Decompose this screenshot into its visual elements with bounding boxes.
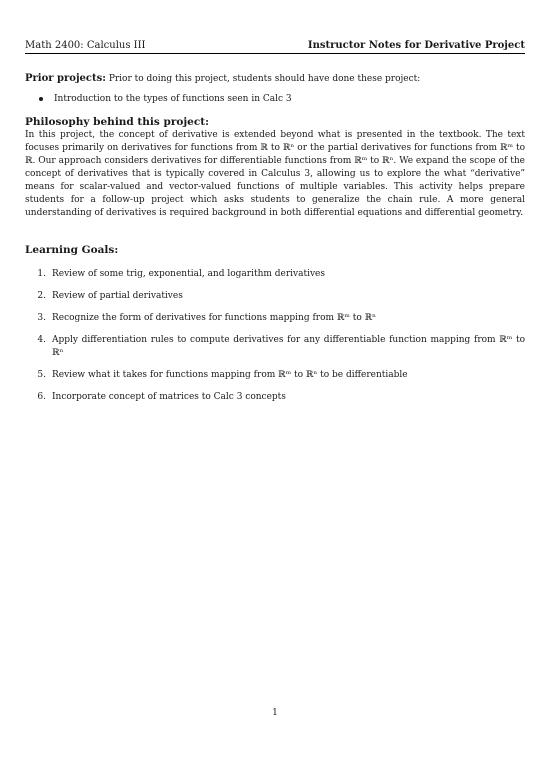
prior-projects-label: Prior projects: bbox=[25, 73, 106, 84]
list-item: 5. Review what it takes for functions mapping from ℝᵐ to ℝⁿ to be differentiable bbox=[37, 370, 408, 380]
list-item: 6. Incorporate concept of matrices to Calc 3 concepts bbox=[37, 392, 286, 402]
document-title: Instructor Notes for Derivative Project bbox=[307, 40, 525, 51]
philosophy-heading: Philosophy behind this project: bbox=[25, 116, 209, 128]
course-title: Math 2400: Calculus III bbox=[25, 40, 146, 51]
list-item: 4. Apply differentiation rules to compute derivatives for any differentiable function mapping from ℝᵐ to ℝⁿ bbox=[37, 335, 525, 358]
page-number: 1 bbox=[272, 708, 278, 718]
document-page bbox=[25, 40, 525, 413]
learning-goals-list bbox=[25, 268, 525, 404]
learning-goals-heading: Learning Goals: bbox=[25, 244, 119, 256]
list-item: 3. Recognize the form of derivatives for functions mapping from ℝᵐ to ℝⁿ bbox=[37, 313, 377, 323]
philosophy-paragraph: In this project, the concept of derivative is extended beyond what is presented in the textbook. The text focuses primarily on derivatives for functions from ℝ to ℝⁿ or the partial derivatives for functions from ℝᵐ to ℝ. Our approach considers derivatives for differentiable functions from ℝᵐ to ℝⁿ. We expand the scope of the concept of derivatives that is typically covered in Calculus 3, allowing us to explore the what “derivative” means for scalar-valued and vector-valued functions of multiple variables. This activity helps prepare students for a follow-up project which asks students to generalize the chain rule. A more general understanding of derivatives is required background in both differential equations and differential geometry. bbox=[25, 130, 525, 218]
prior-projects-text: Prior to doing this project, students should have done these project: bbox=[105, 74, 421, 84]
prior-projects-paragraph bbox=[25, 72, 525, 86]
list-item: 1. Review of some trig, exponential, and logarithm derivatives bbox=[37, 269, 326, 279]
list-item: 2. Review of partial derivatives bbox=[37, 291, 183, 301]
list-item: Introduction to the types of functions seen in Calc 3 bbox=[25, 93, 525, 106]
prior-projects-list bbox=[25, 93, 525, 106]
page-header bbox=[25, 40, 525, 54]
